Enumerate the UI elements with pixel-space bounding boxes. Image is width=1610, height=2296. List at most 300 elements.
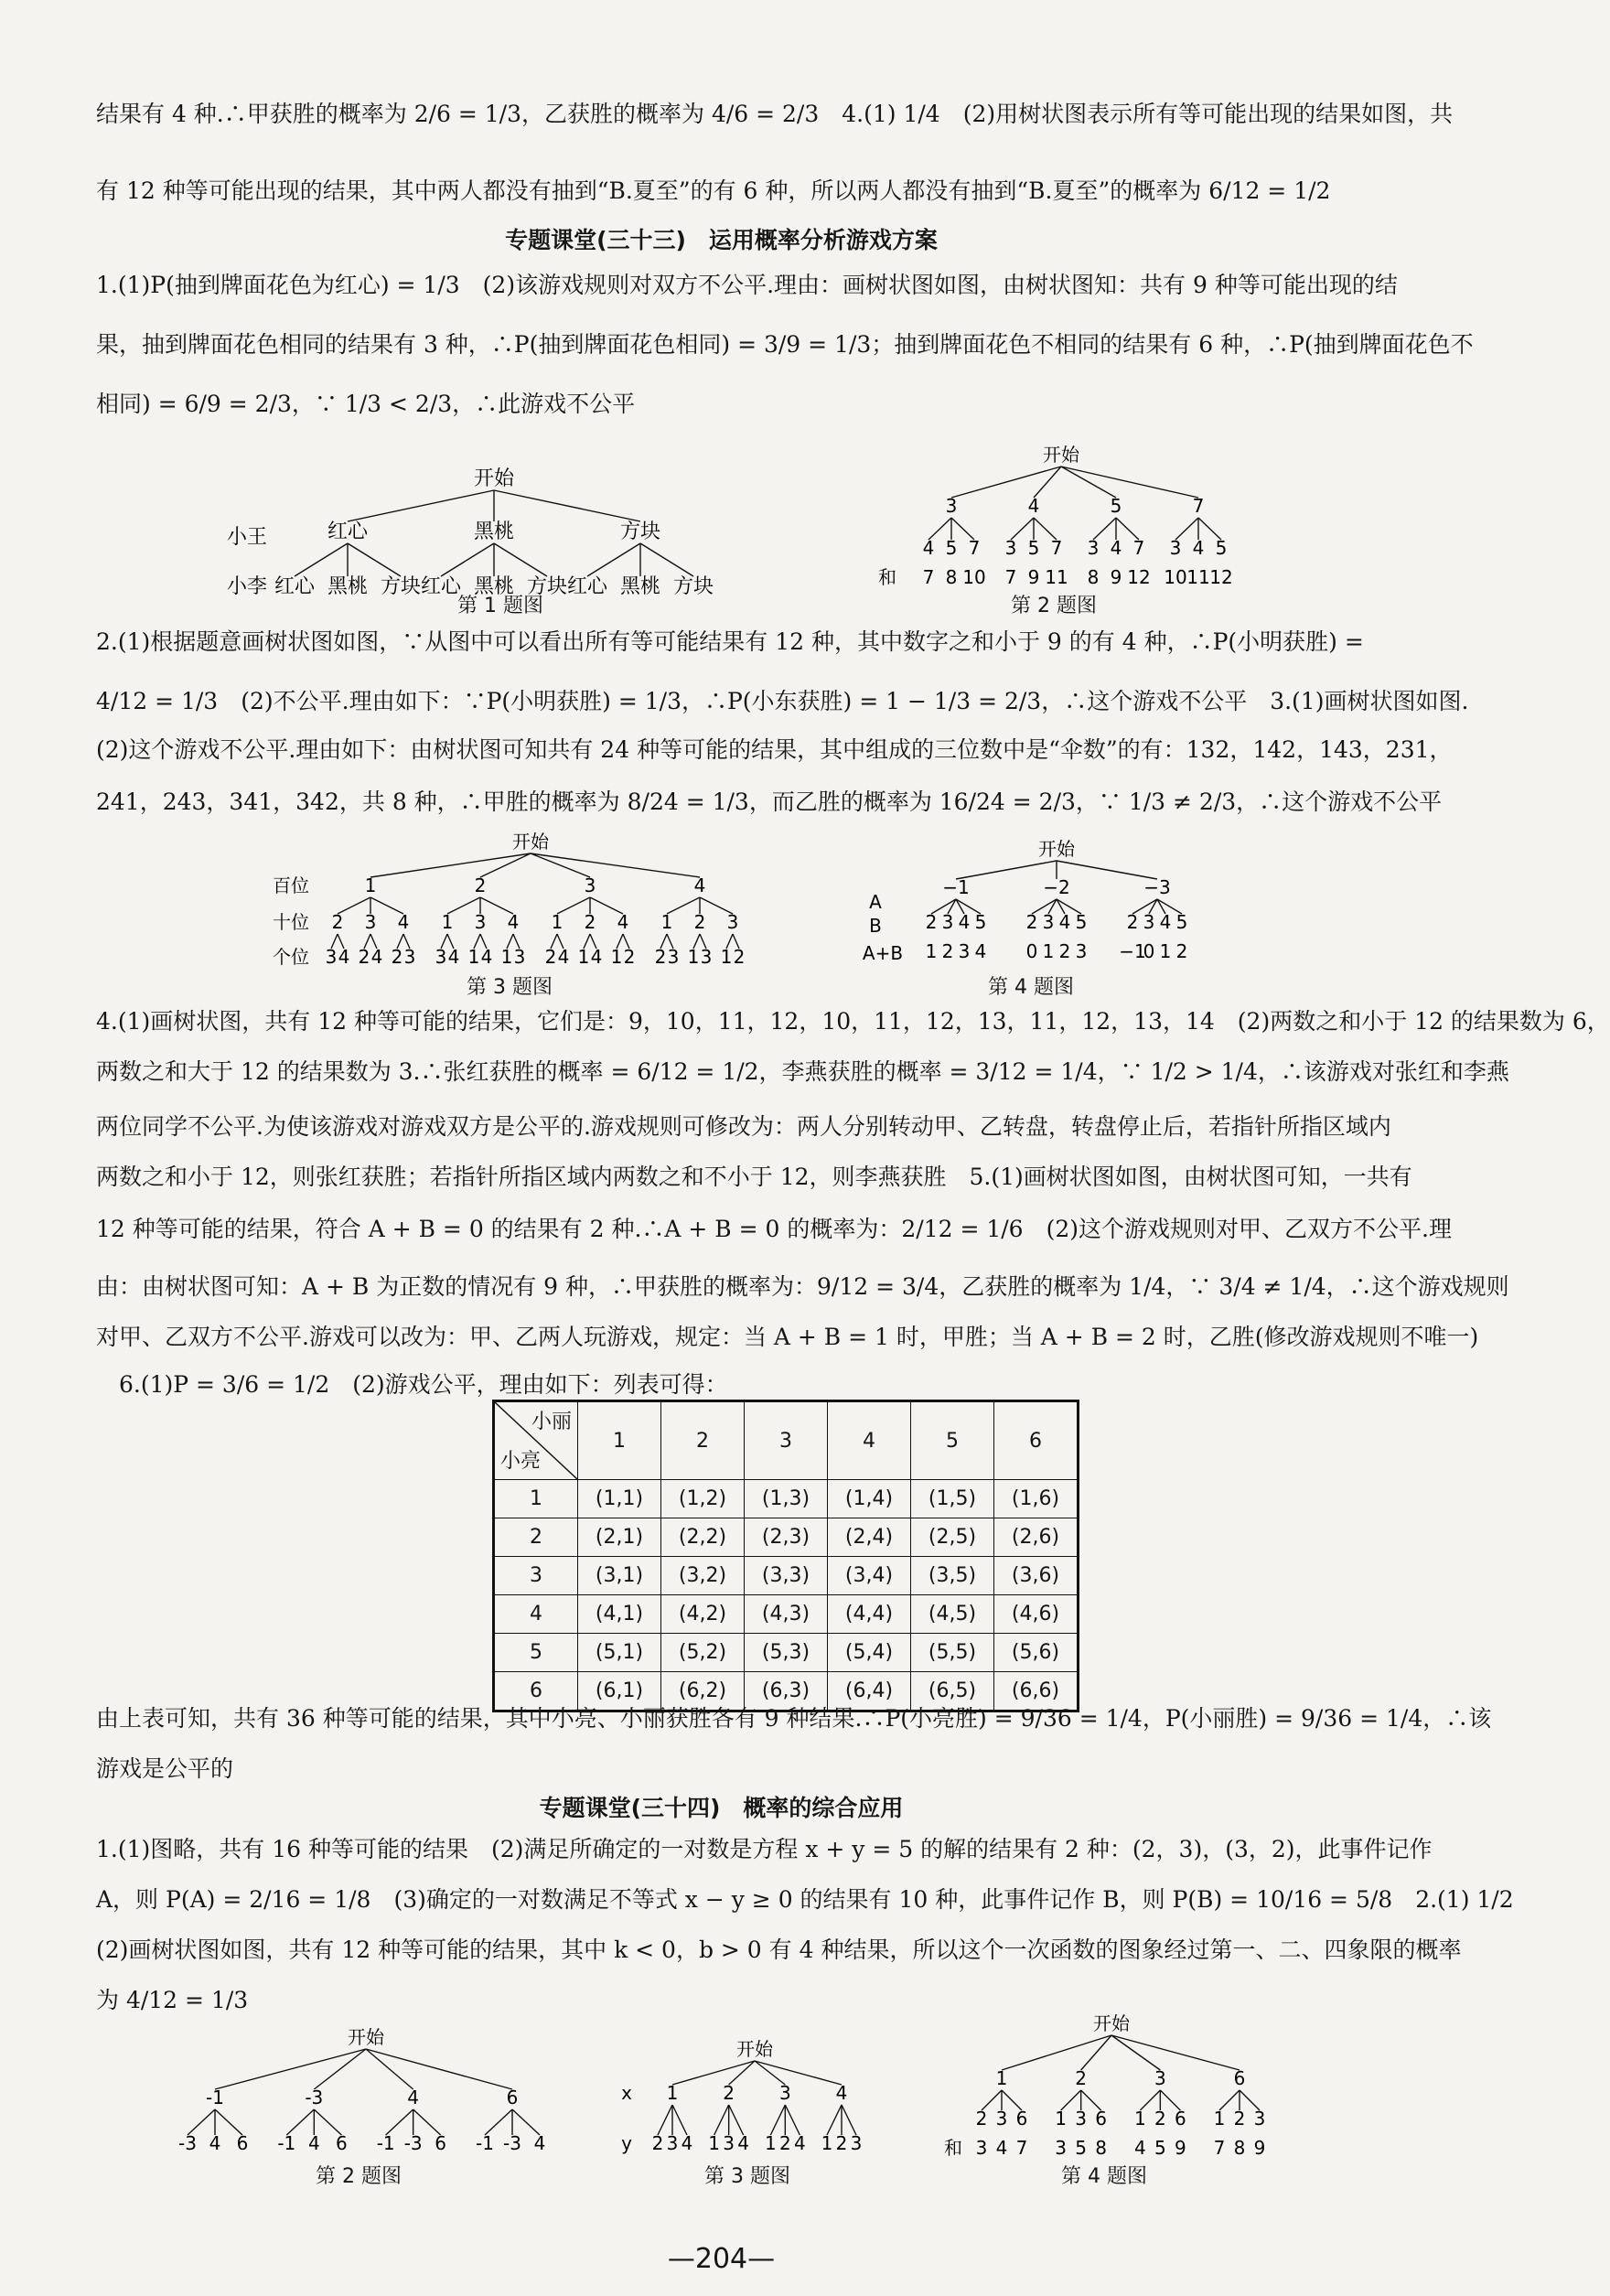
text-line: 两数之和小于 12，则张红获胜；若指针所指区域内两数之和不小于 12，则李燕获胜 5.(1)画树状图如图，由树状图可知，一共有 (96, 1164, 1412, 1190)
tree-sum: 10 (1164, 566, 1187, 588)
tree-branch (1111, 2035, 1160, 2070)
table-cell: (4,2) (661, 1595, 745, 1634)
tree-node: 3 (666, 2132, 679, 2154)
tree-branch (348, 490, 494, 521)
text-line: 1.(1)图略，共有 16 种等可能的结果 (2)满足所确定的一对数是方程 x + y = 5 的解的结果有 2 种：(2，3)，(3，2)，此事件记作 (96, 1836, 1433, 1862)
tree-node: 红心 (566, 575, 608, 598)
tree-branch (640, 543, 693, 576)
column-header: 5 (911, 1401, 994, 1480)
table-cell: (5,3) (745, 1634, 828, 1672)
tree-node: 2 (733, 946, 746, 968)
tree-branch (441, 543, 494, 576)
tree-node: 5 (945, 537, 958, 559)
tree-node: -1 (206, 2087, 224, 2108)
tree-node: 4 (407, 2087, 420, 2108)
tree-sum: 3 (1075, 940, 1088, 962)
tree-node: 4 (209, 2132, 221, 2154)
tree-row-label: A (869, 891, 882, 913)
column-header: 6 (994, 1401, 1079, 1480)
text-line: 4.(1)画树状图，共有 12 种等可能的结果，它们是：9，10，11，12，10，11，12，13，11，12，13，14 (2)两数之和小于 12 的结果数为 6， (96, 1008, 1610, 1035)
column-header: 2 (661, 1401, 745, 1480)
tree-branch (770, 2105, 785, 2135)
tree-node: 3 (1253, 2108, 1266, 2130)
tree-root-label: 开始 (1093, 2012, 1130, 2034)
tree-sum: 7 (1004, 566, 1017, 588)
text-line: 12 种等可能的结果，符合 A + B = 0 的结果有 2 种.∴A + B = 0 的概率为：2/12 = 1/6 (2)这个游戏规则对甲、乙双方不公平.理 (96, 1216, 1452, 1242)
tree-node: −1 (942, 876, 970, 898)
tree-node: 6 (1233, 2067, 1246, 2089)
tree-node: 4 (557, 946, 570, 968)
tree-sum: 9 (1110, 566, 1122, 588)
tree-node: 4 (307, 2132, 320, 2154)
column-header: 1 (578, 1401, 661, 1480)
tree-node: 4 (1110, 537, 1122, 559)
row-header: 6 (494, 1672, 578, 1711)
tree-sum: 7 (922, 566, 935, 588)
table-cell: (2,1) (578, 1518, 661, 1557)
table-cell: (2,5) (911, 1518, 994, 1557)
column-header: 3 (745, 1401, 828, 1480)
figure-caption: 第 2 题图 (316, 2165, 402, 2188)
tree-branch (785, 2105, 800, 2135)
tree-node: 6 (1174, 2108, 1186, 2130)
tree-sum: 0 (1143, 940, 1155, 962)
tree-node: 4 (507, 911, 520, 933)
tree-branch (1057, 861, 1157, 879)
tree-node: 2 (835, 2132, 848, 2154)
tree-branch (729, 2105, 744, 2135)
tree-node: 1 (995, 2067, 1008, 2089)
tree-node: 2 (544, 946, 557, 968)
row-header: 2 (494, 1518, 578, 1557)
tree-diagram-bottom-fig3 (608, 2035, 901, 2163)
tree-node: 2 (925, 911, 938, 933)
tree-branch (951, 467, 1061, 498)
text-line: 由：由树状图可知：A + B 为正数的情况有 9 种，∴甲获胜的概率为：9/12 = 3/4，乙获胜的概率为 1/4，∵ 3/4 ≠ 1/4，∴这个游戏规则 (96, 1273, 1509, 1300)
table-cell: (6,1) (578, 1672, 661, 1711)
tree-node: 6 (506, 2087, 519, 2108)
figure-caption: 第 4 题图 (988, 976, 1074, 999)
table-cell: (6,2) (661, 1672, 745, 1711)
tree-node: -3 (305, 2087, 324, 2108)
figure-caption: 第 2 题图 (1011, 595, 1097, 617)
tree-branch (314, 2109, 341, 2135)
tree-node: 2 (1154, 2108, 1166, 2130)
tree-branch (413, 2109, 441, 2135)
text-line: 结果有 4 种.∴甲获胜的概率为 2/6 = 1/3，乙获胜的概率为 4/6 = 2/3 4.(1) 1/4 (2)用树状图表示所有等可能出现的结果如图，共 (96, 101, 1454, 127)
tree-node: 方块 (619, 520, 661, 543)
table-cell: (2,4) (828, 1518, 911, 1557)
tree-branch (494, 490, 640, 521)
tree-sum: 12 (1127, 566, 1151, 588)
text-line: 为 4/12 = 1/3 (96, 1987, 249, 2013)
tree-branch (494, 543, 547, 576)
tree-node: 4 (480, 946, 493, 968)
tree-branch (842, 2105, 856, 2135)
tree-row-label: 个位 (273, 946, 309, 968)
table-row (494, 1634, 1079, 1672)
row-header: 4 (494, 1595, 578, 1634)
tree-sum: 1 (1159, 940, 1172, 962)
tree-node: 3 (474, 911, 487, 933)
tree-branch (386, 2109, 413, 2135)
tree-node: 1 (660, 911, 673, 933)
tree-sum: 7 (1213, 2137, 1226, 2159)
corner-bottom-label: 小亮 (500, 1450, 542, 1473)
table-cell: (5,5) (911, 1634, 994, 1672)
tree-node: -1 (376, 2132, 395, 2154)
tree-node: 5 (1175, 911, 1188, 933)
table-cell: (2,3) (745, 1518, 828, 1557)
tree-node: 1 (441, 911, 454, 933)
tree-sum: 5 (1154, 2137, 1166, 2159)
tree-node: 4 (681, 2132, 693, 2154)
text-line: 6.(1)P = 3/6 = 1/2 (2)游戏公平，理由如下：列表可得： (119, 1371, 728, 1398)
tree-node: 4 (793, 2132, 806, 2154)
table-row (494, 1595, 1079, 1634)
tree-row-label: 十位 (273, 911, 309, 933)
tree-node: 1 (551, 911, 564, 933)
tree-node: 4 (737, 2132, 750, 2154)
tree-node: 3 (1154, 2067, 1166, 2089)
text-line: 241，243，341，342，共 8 种，∴甲胜的概率为 8/24 = 1/3，而乙胜的概率为 16/24 = 2/3，∵ 1/3 ≠ 2/3，∴这个游戏不公平 (96, 789, 1443, 815)
tree-root-label: 开始 (1043, 444, 1079, 466)
tree-node: 3 (726, 911, 739, 933)
tree-node: 方块 (672, 575, 714, 598)
tree-branch (672, 2105, 687, 2135)
tree-node: 2 (391, 946, 403, 968)
tree-node: 2 (358, 946, 370, 968)
table-cell: (4,1) (578, 1595, 661, 1634)
tree-row-label: 百位 (273, 874, 309, 896)
tree-node: 7 (1132, 537, 1145, 559)
section-heading-33: 专题课堂(三十三) 运用概率分析游戏方案 (505, 227, 938, 253)
tree-node: 红心 (327, 520, 369, 543)
tree-sum: 9 (1253, 2137, 1266, 2159)
text-line: 游戏是公平的 (96, 1755, 234, 1782)
tree-node: 7 (1050, 537, 1063, 559)
tree-node: 方块 (380, 575, 422, 598)
tree-node: 4 (397, 911, 410, 933)
tree-root-label: 开始 (736, 2038, 773, 2060)
tree-node: 3 (1169, 537, 1182, 559)
tree-node: 2 (1126, 911, 1139, 933)
table-cell: (4,6) (994, 1595, 1079, 1634)
tree-node: -3 (403, 2132, 423, 2154)
tree-sum: 1 (1042, 940, 1055, 962)
tree-node: 3 (778, 2082, 791, 2104)
tree-node: 4 (590, 946, 603, 968)
text-line: 果，抽到牌面花色相同的结果有 3 种，∴P(抽到牌面花色相同) = 3/9 = 1/3；抽到牌面花色不相同的结果有 6 种，∴P(抽到牌面花色不 (96, 331, 1474, 358)
tree-row-label: B (869, 915, 882, 937)
figure-caption: 第 3 题图 (467, 976, 553, 999)
tree-node: 4 (922, 537, 935, 559)
tree-node: 4 (1159, 911, 1172, 933)
tree-sum: 4 (1133, 2137, 1146, 2159)
text-line: 有 12 种等可能出现的结果，其中两人都没有抽到“B.夏至”的有 6 种，所以两人都没有抽到“B.夏至”的概率为 6/12 = 1/2 (96, 177, 1331, 204)
tree-node: 3 (945, 495, 958, 517)
tree-node: -1 (476, 2132, 494, 2154)
tree-diagram-fig2 (869, 439, 1253, 604)
tree-node: 3 (584, 874, 596, 896)
table-cell: (5,4) (828, 1634, 911, 1672)
tree-node: 2 (693, 911, 706, 933)
tree-node: 1 (708, 2132, 721, 2154)
text-line: 两位同学不公平.为使该游戏对游戏双方是公平的.游戏规则可修改为：两人分别转动甲、乙转盘，转盘停止后，若指针所指区域内 (96, 1113, 1391, 1140)
tree-node: 1 (1055, 2108, 1068, 2130)
table-cell: (2,2) (661, 1518, 745, 1557)
tree-node: 5 (1027, 537, 1040, 559)
table-cell: (3,2) (661, 1557, 745, 1595)
tree-node: 2 (584, 911, 596, 933)
table-cell: (4,3) (745, 1595, 828, 1634)
tree-node: 7 (968, 537, 981, 559)
tree-diagram-bottom-fig2 (169, 2022, 590, 2159)
tree-node: 4 (370, 946, 383, 968)
tree-node: 2 (474, 874, 487, 896)
tree-node: 4 (338, 946, 350, 968)
tree-branch (1061, 467, 1116, 498)
tree-node: 方块 (526, 575, 568, 598)
tree-branch (1034, 467, 1061, 498)
tree-sum: 3 (958, 940, 971, 962)
table-row (494, 1480, 1079, 1518)
tree-sum: 7 (1015, 2137, 1028, 2159)
table-cell: (1,2) (661, 1480, 745, 1518)
table-cell: (2,6) (994, 1518, 1079, 1557)
tree-node: −3 (1143, 876, 1171, 898)
tree-branch (827, 2105, 842, 2135)
tree-node: 4 (617, 911, 629, 933)
table-cell: (1,5) (911, 1480, 994, 1518)
tree-node: 2 (331, 911, 344, 933)
tree-node: 6 (335, 2132, 348, 2154)
tree-node: 4 (1027, 495, 1040, 517)
tree-node: 红心 (274, 575, 316, 598)
tree-node: 6 (435, 2132, 447, 2154)
tree-sum: 3 (975, 2137, 988, 2159)
tree-node: 1 (720, 946, 733, 968)
tree-node: 6 (1095, 2108, 1108, 2130)
tree-sum: 5 (1075, 2137, 1088, 2159)
tree-sum: 8 (1233, 2137, 1246, 2159)
tree-branch (714, 2105, 729, 2135)
tree-node: 1 (610, 946, 623, 968)
tree-branch (658, 2105, 672, 2135)
tree-branch (215, 2049, 366, 2089)
tree-node: −2 (1043, 876, 1070, 898)
tree-node: 1 (687, 946, 700, 968)
tree-node: 红心 (420, 575, 462, 598)
tree-sum: 0 (1025, 940, 1038, 962)
tree-node: 4 (1192, 537, 1205, 559)
tree-node: 5 (1215, 537, 1228, 559)
tree-node: 1 (1213, 2108, 1226, 2130)
table-cell: (6,6) (994, 1672, 1079, 1711)
tree-root-label: 开始 (512, 831, 549, 853)
tree-node: 4 (693, 874, 706, 896)
text-line: (2)画树状图如图，共有 12 种等可能的结果，其中 k < 0，b > 0 有 4 种结果，所以这个一次函数的图象经过第一、二、四象限的概率 (96, 1937, 1462, 1963)
tree-root-label: 开始 (348, 2026, 384, 2048)
table-cell: (4,4) (828, 1595, 911, 1634)
tree-node: 3 (667, 946, 680, 968)
table-cell: (6,4) (828, 1672, 911, 1711)
tree-node: 3 (995, 2108, 1008, 2130)
tree-root-label: 开始 (473, 467, 515, 490)
table-cell: (3,3) (745, 1557, 828, 1595)
tree-node: 3 (1143, 911, 1155, 933)
tree-sum: 1 (925, 940, 938, 962)
tree-node: 3 (941, 911, 954, 933)
tree-node: 3 (1004, 537, 1017, 559)
tree-sum: 10 (962, 566, 986, 588)
tree-node: 2 (723, 2082, 735, 2104)
figure-caption: 第 1 题图 (457, 595, 543, 617)
text-line: 4/12 = 1/3 (2)不公平.理由如下：∵P(小明获胜) = 1/3，∴P(小东获胜) = 1 − 1/3 = 2/3，∴这个游戏不公平 3.(1)画树状图如图. (96, 688, 1469, 714)
page-number: —204— (667, 2243, 776, 2275)
tree-branch (348, 543, 401, 576)
tree-branch (286, 2109, 314, 2135)
table-cell: (5,1) (578, 1634, 661, 1672)
tree-node: 5 (1110, 495, 1122, 517)
outcome-table (492, 1400, 1079, 1712)
tree-sum: 12 (1209, 566, 1233, 588)
tree-node: 6 (1015, 2108, 1028, 2130)
figure-caption: 第 4 题图 (1061, 2165, 1147, 2188)
table-row (494, 1518, 1079, 1557)
tree-sum: 9 (1174, 2137, 1186, 2159)
tree-node: 1 (467, 946, 480, 968)
tree-branch (531, 853, 700, 877)
text-line: A，则 P(A) = 2/16 = 1/8 (3)确定的一对数满足不等式 x − y ≥ 0 的结果有 10 种，此事件记作 B，则 P(B) = 10/16 = 5/8 2.(1) 1/2 (96, 1886, 1514, 1913)
section-heading-34: 专题课堂(三十四) 概率的综合应用 (539, 1795, 904, 1821)
tree-row-label: A+B (862, 942, 904, 964)
text-line: 相同) = 6/9 = 2/3，∵ 1/3 < 2/3，∴此游戏不公平 (96, 391, 636, 417)
tree-node: 2 (778, 2132, 791, 2154)
table-cell: (3,1) (578, 1557, 661, 1595)
table-row (494, 1557, 1079, 1595)
text-line: 2.(1)根据题意画树状图如图，∵从图中可以看出所有等可能结果有 12 种，其中数字之和小于 9 的有 4 种，∴P(小明获胜) = (96, 628, 1364, 655)
tree-branch (188, 2109, 215, 2135)
tree-node: 3 (403, 946, 416, 968)
tree-node: 2 (651, 2132, 664, 2154)
tree-node: 2 (975, 2108, 988, 2130)
tree-branch (755, 2061, 842, 2085)
tree-sum: 2 (1058, 940, 1071, 962)
tree-node: 1 (364, 874, 377, 896)
text-line: 1.(1)P(抽到牌面花色为红心) = 1/3 (2)该游戏规则对双方不公平.理由：画树状图如图，由树状图知：共有 9 种等可能出现的结 (96, 272, 1398, 298)
tree-branch (1061, 467, 1198, 498)
tree-node: -1 (277, 2132, 296, 2154)
tree-node: 4 (447, 946, 460, 968)
column-header: 4 (828, 1401, 911, 1480)
tree-branch (1002, 2035, 1111, 2070)
tree-node: 5 (974, 911, 987, 933)
tree-row-label: 和 (944, 2137, 962, 2159)
tree-node: 4 (1058, 911, 1071, 933)
tree-row-label: y (621, 2132, 632, 2154)
table-cell: (5,6) (994, 1634, 1079, 1672)
tree-node: -3 (178, 2132, 197, 2154)
tree-sum: 11 (1045, 566, 1068, 588)
tree-node: 3 (850, 2132, 863, 2154)
tree-node: 1 (666, 2082, 679, 2104)
row-header: 1 (494, 1480, 578, 1518)
tree-branch (485, 2109, 512, 2135)
corner-top-label: 小丽 (531, 1411, 572, 1433)
table-cell: (1,3) (745, 1480, 828, 1518)
tree-sum: 8 (1095, 2137, 1108, 2159)
tree-node: 黑桃 (473, 520, 515, 543)
tree-node: 黑桃 (473, 575, 515, 598)
tree-branch (956, 861, 1057, 879)
tree-branch (295, 543, 348, 576)
tree-node: 3 (723, 2132, 735, 2154)
table-cell: (3,5) (911, 1557, 994, 1595)
tree-node: 6 (236, 2132, 249, 2154)
table-cell: (3,6) (994, 1557, 1079, 1595)
figure-caption: 第 3 题图 (704, 2165, 790, 2188)
tree-branch (366, 2049, 512, 2089)
tree-node: 1 (577, 946, 590, 968)
tree-node: 3 (364, 911, 377, 933)
tree-row-label: 小李 (226, 575, 268, 598)
tree-row-label: x (621, 2082, 632, 2104)
tree-node: 2 (1233, 2108, 1246, 2130)
tree-diagram-bottom-fig4 (933, 2008, 1317, 2163)
table-corner (494, 1401, 578, 1480)
text-line: 由上表可知，共有 36 种等可能的结果，其中小亮、小丽获胜各有 9 种结果.∴P(小亮胜) = 9/36 = 1/4，P(小丽胜) = 9/36 = 1/4，∴该 (96, 1705, 1492, 1732)
tree-sum: 2 (941, 940, 954, 962)
tree-node: 3 (435, 946, 447, 968)
tree-node: 4 (958, 911, 971, 933)
tree-node: 4 (835, 2082, 848, 2104)
table-cell: (4,5) (911, 1595, 994, 1634)
tree-node: 4 (533, 2132, 546, 2154)
table-cell: (1,1) (578, 1480, 661, 1518)
tree-node: 2 (654, 946, 667, 968)
table-cell: (1,4) (828, 1480, 911, 1518)
table-cell: (3,4) (828, 1557, 911, 1595)
tree-node: 2 (1075, 2067, 1088, 2089)
tree-sum: 8 (1087, 566, 1100, 588)
tree-node: 1 (1133, 2108, 1146, 2130)
tree-branch (314, 2049, 366, 2089)
tree-diagram-fig3 (265, 828, 778, 974)
tree-node: 3 (325, 946, 338, 968)
tree-sum: 4 (995, 2137, 1008, 2159)
tree-node: -3 (503, 2132, 521, 2154)
tree-row-label: 小王 (226, 526, 268, 549)
tree-sum: 3 (1055, 2137, 1068, 2159)
tree-sum: −1 (1119, 940, 1146, 962)
tree-node: 黑桃 (327, 575, 369, 598)
tree-node: 3 (1087, 537, 1100, 559)
tree-node: 1 (500, 946, 513, 968)
tree-node: 2 (623, 946, 636, 968)
tree-node: 5 (1075, 911, 1088, 933)
tree-node: 1 (764, 2132, 777, 2154)
table-cell: (6,5) (911, 1672, 994, 1711)
tree-node: 3 (700, 946, 713, 968)
tree-node: 3 (1042, 911, 1055, 933)
tree-row-label: 和 (878, 566, 896, 588)
text-line: 对甲、乙双方不公平.游戏可以改为：甲、乙两人玩游戏，规定：当 A + B = 1 时，甲胜；当 A + B = 2 时，乙胜(修改游戏规则不唯一) (96, 1324, 1479, 1350)
table-cell: (1,6) (994, 1480, 1079, 1518)
tree-sum: 9 (1027, 566, 1040, 588)
tree-sum: 8 (945, 566, 958, 588)
tree-branch (587, 543, 640, 576)
